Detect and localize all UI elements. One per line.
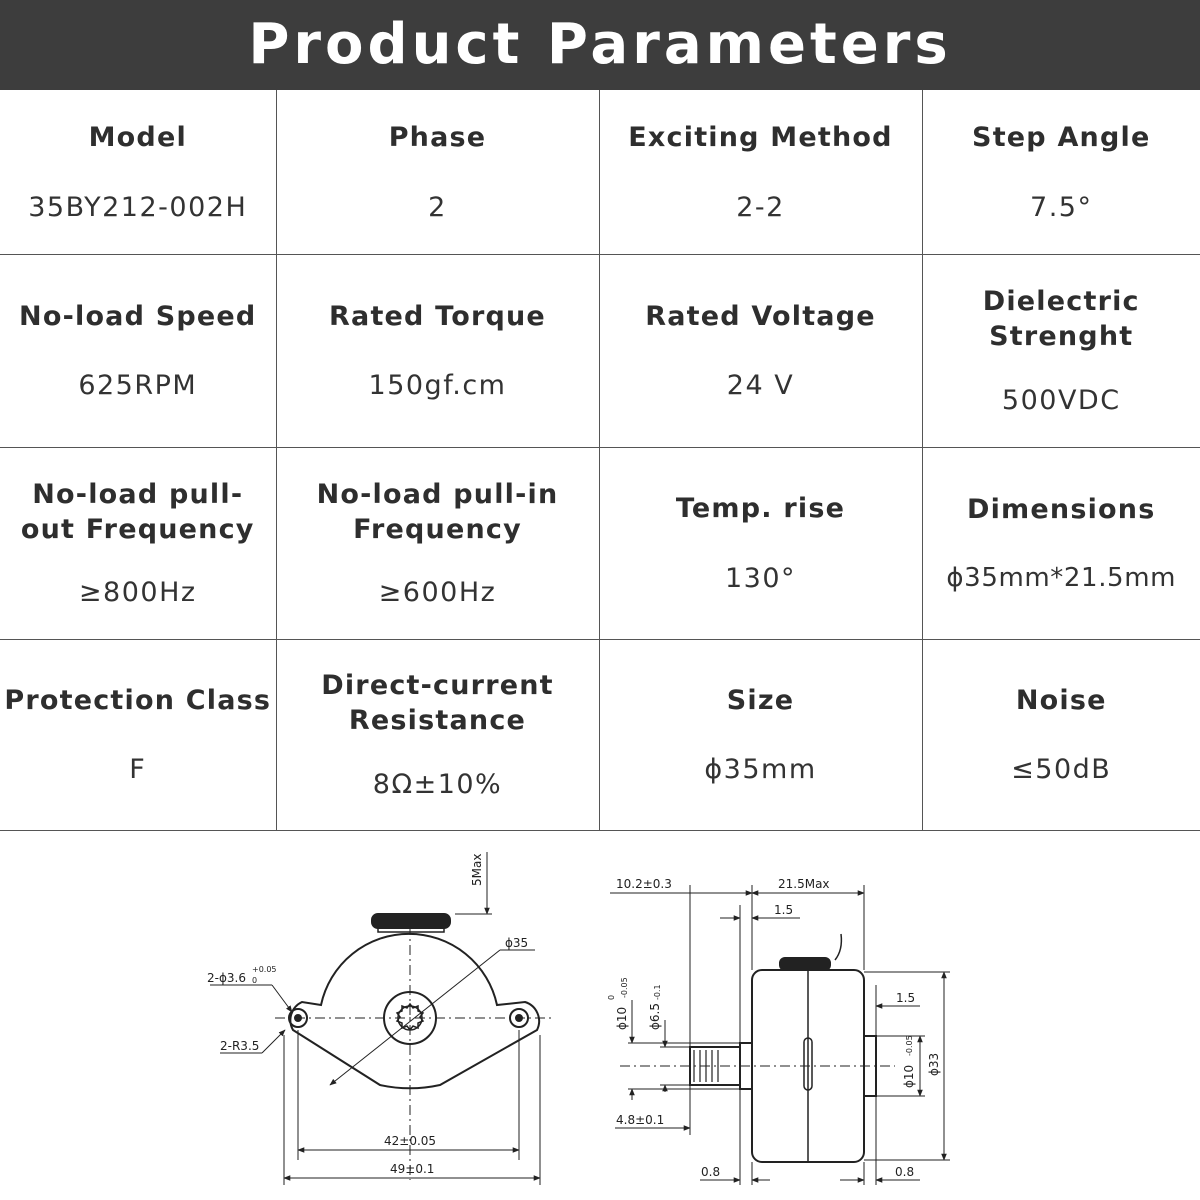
param-cell-pull-in-frequency <box>276 447 599 639</box>
param-label: Rated Torque <box>329 300 546 332</box>
param-value: 150gf.cm <box>368 370 507 402</box>
table-row <box>0 639 1200 830</box>
dim-phi10-left-tol: -0.05 <box>620 977 629 998</box>
dim-49: 49±0.1 <box>390 1162 435 1176</box>
param-value: ϕ35mm*21.5mm <box>946 563 1177 594</box>
param-label: Dielectric Strenght <box>982 286 1140 352</box>
param-value: 2 <box>428 191 447 223</box>
param-value: 24 V <box>726 370 795 402</box>
param-cell-size <box>599 639 922 830</box>
param-label: Protection Class <box>4 684 272 716</box>
param-value: ϕ35mm <box>704 754 817 786</box>
param-label: Phase <box>388 121 487 153</box>
param-label: Noise <box>1015 684 1107 716</box>
technical-drawing <box>0 832 1200 1200</box>
dim-phi10-right-tol: -0.05 <box>905 1035 914 1056</box>
param-label: Step Angle <box>972 121 1151 153</box>
param-label: No-load pull-in Frequency <box>316 478 559 545</box>
param-value: 625RPM <box>78 370 198 402</box>
param-value: 7.5° <box>1030 191 1093 223</box>
param-label: Size <box>726 684 795 716</box>
param-label: Exciting Method <box>628 121 893 153</box>
parameters-table <box>0 90 1200 831</box>
dim-holes-tol-upper: +0.05 <box>252 965 277 974</box>
dim-10-2: 10.2±0.3 <box>616 877 672 891</box>
param-label: No-load Speed <box>19 300 257 332</box>
front-view-dims <box>210 852 555 1185</box>
param-cell-rated-voltage <box>599 254 922 447</box>
param-label: Rated Voltage <box>645 300 876 332</box>
param-cell-rated-torque <box>276 254 599 447</box>
page-title: Product Parameters <box>248 12 952 77</box>
dim-phi10-left: ϕ10 <box>615 1006 629 1030</box>
param-cell-temp-rise <box>599 447 922 639</box>
param-cell-dielectric-strength <box>922 254 1200 447</box>
param-value: 8Ω±10% <box>372 768 503 800</box>
param-cell-dc-resistance <box>276 639 599 830</box>
param-value: 35BY212-002H <box>28 191 248 223</box>
param-cell-step-angle <box>922 90 1200 254</box>
dim-radius: 2-R3.5 <box>220 1039 260 1053</box>
param-value: ≤50dB <box>1011 754 1112 786</box>
header-banner <box>0 0 1200 90</box>
dim-1-5-right: 1.5 <box>896 991 916 1005</box>
dim-holes: 2-ϕ3.6 <box>207 971 246 985</box>
param-cell-exciting-method <box>599 90 922 254</box>
dim-4-8: 4.8±0.1 <box>616 1113 665 1127</box>
param-label: No-load pull- out Frequency <box>20 478 255 545</box>
param-label: Temp. rise <box>675 493 846 525</box>
table-row <box>0 254 1200 447</box>
param-label: Direct-current Resistance <box>321 670 554 736</box>
dim-phi6-5: ϕ6.5 <box>648 1003 662 1030</box>
param-value: ≥600Hz <box>378 577 497 609</box>
front-view-drawing <box>289 914 539 1088</box>
param-cell-protection-class <box>0 639 276 830</box>
param-label: Model <box>88 121 187 153</box>
dim-tol-zero: 0 <box>607 994 616 1000</box>
dim-phi10-right: ϕ10 <box>902 1064 916 1088</box>
param-cell-no-load-speed <box>0 254 276 447</box>
param-label: Dimensions <box>966 493 1156 525</box>
dim-21-5max: 21.5Max <box>778 877 830 891</box>
dim-1-5-top: 1.5 <box>774 903 794 917</box>
param-value: ≥800Hz <box>78 577 197 609</box>
param-cell-noise <box>922 639 1200 830</box>
param-value: F <box>129 754 147 786</box>
param-value: 130° <box>724 562 797 594</box>
param-cell-phase <box>276 90 599 254</box>
dim-5max: 5Max <box>470 853 484 886</box>
dim-0-8-left: 0.8 <box>701 1165 721 1179</box>
side-view-dims <box>610 885 950 1185</box>
table-row <box>0 447 1200 639</box>
dim-phi6-5-tol: -0.1 <box>653 984 662 1000</box>
dim-phi35: ϕ35 <box>505 936 529 950</box>
dim-phi33: ϕ33 <box>927 1052 941 1076</box>
param-cell-pull-out-frequency <box>0 447 276 639</box>
dim-42: 42±0.05 <box>384 1134 437 1148</box>
param-cell-model <box>0 90 276 254</box>
param-value: 500VDC <box>1001 384 1121 416</box>
side-view-drawing <box>690 934 876 1162</box>
param-value: 2-2 <box>736 191 785 223</box>
table-row <box>0 90 1200 254</box>
dim-holes-tol-lower: 0 <box>252 976 258 985</box>
dim-0-8-right: 0.8 <box>895 1165 915 1179</box>
param-cell-dimensions <box>922 447 1200 639</box>
